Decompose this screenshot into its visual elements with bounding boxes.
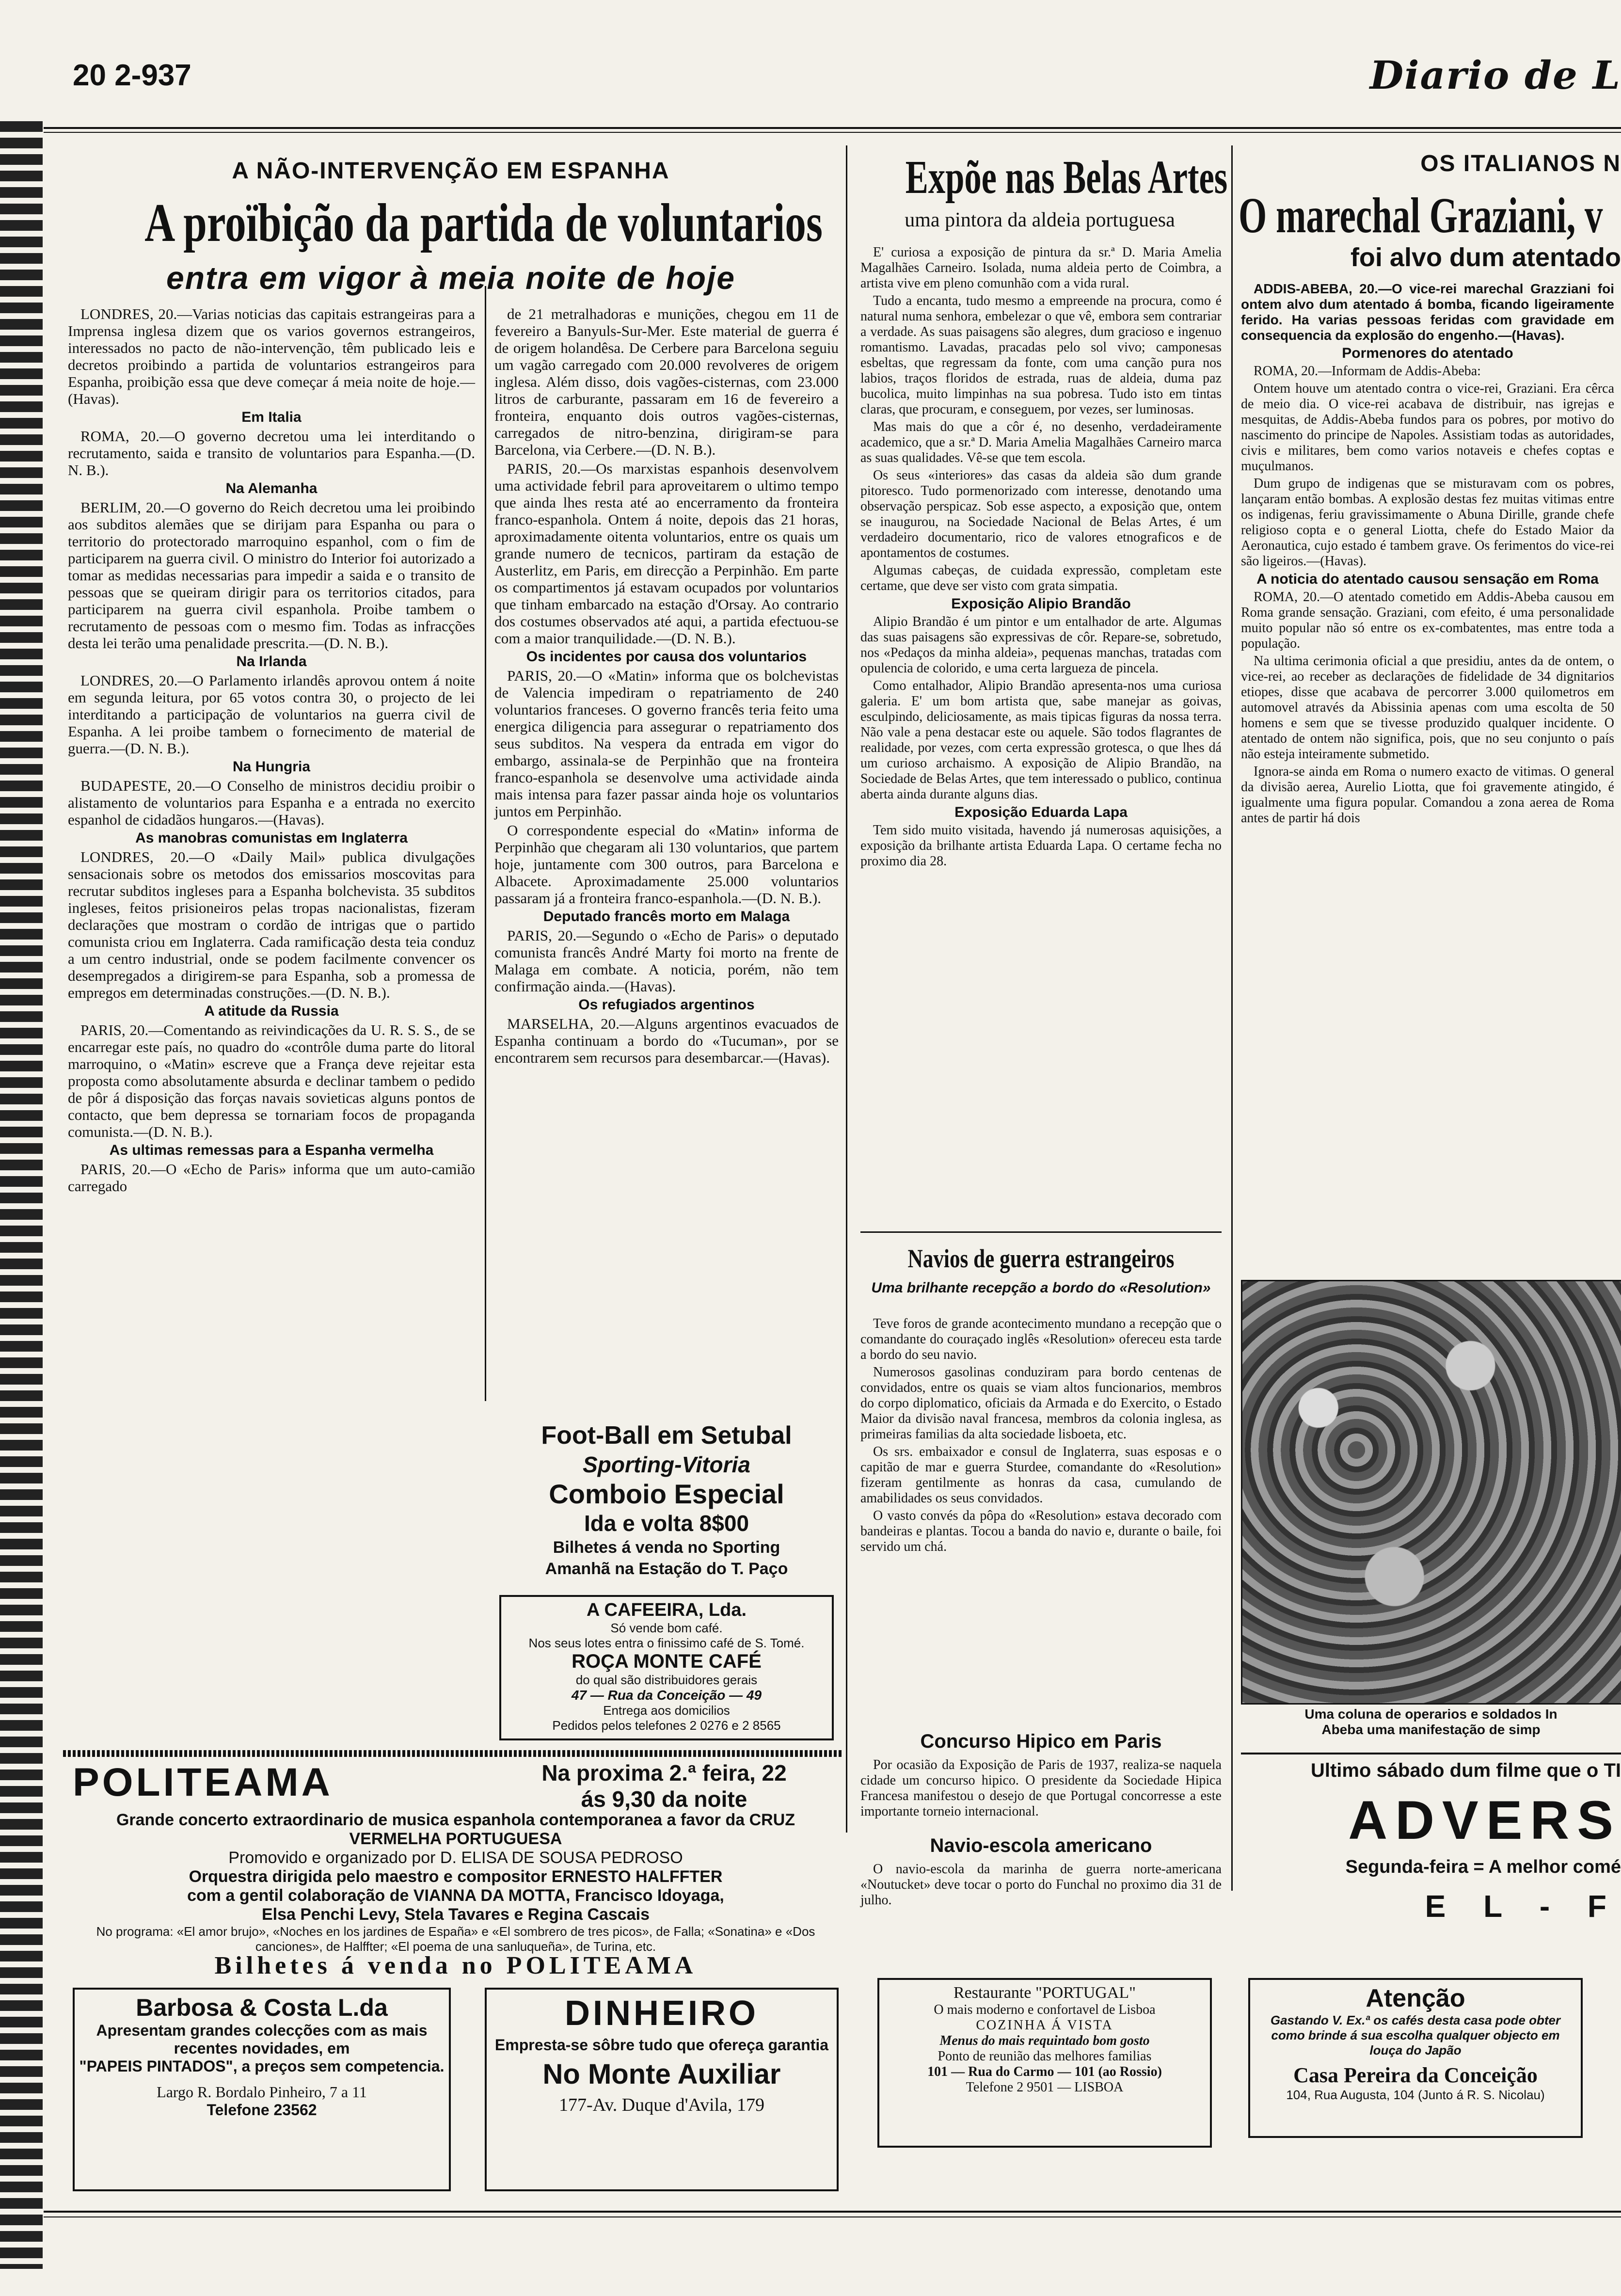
restaurante-line: Menus do mais requintado bom gosto bbox=[939, 2033, 1150, 2048]
paragraph: Alipio Brandão é um pintor e um entalhador de arte. Algumas das suas paisagens são expressivas de côr. Repare-se, sobretudo, nos «Pedaços da minha aldeia», pequenas manchas, tratadas com opulencia de colorido, e uma certa largueza de pincela. bbox=[860, 614, 1222, 676]
navio-escola-headline: Navio-escola americano bbox=[930, 1835, 1152, 1856]
politeama-line: Promovido e organizado por D. ELISA DE SOUSA PEDROSO bbox=[228, 1849, 683, 1867]
subhead: As manobras comunistas em Inglaterra bbox=[135, 830, 408, 846]
paragraph: Mas mais do que a côr é, no desenho, verdadeiramente academico, que a sr.ª D. Maria Amelia Magalhães Carneiro marca as suas qualidades. Vê-se que tem escola. bbox=[860, 419, 1222, 465]
dinheiro-title: DINHEIRO bbox=[564, 1994, 759, 2033]
politeama-when1: Na proxima 2.ª feira, 22 bbox=[541, 1760, 787, 1786]
subhead: Os refugiados argentinos bbox=[578, 997, 755, 1013]
subhead: A noticia do atentado causou sensação em Roma bbox=[1256, 571, 1599, 587]
caption-line: Uma coluna de operarios e soldados In bbox=[1304, 1706, 1557, 1722]
paragraph: ROMA, 20.—O governo decretou uma lei interditando o recrutamento, saida e transito de voluntarios para Espanha.—(D. N. B.). bbox=[68, 428, 475, 478]
main-kicker: A NÃO-INTERVENÇÃO EM ESPANHA bbox=[232, 158, 670, 184]
paragraph: E' curiosa a exposição de pintura da sr.ª D. Maria Amelia Magalhães Carneiro. Isolada, numa aldeia perto de Coimbra, a artista vive em pleno comunhão com a vida rural. bbox=[860, 245, 1222, 291]
paragraph: Teve foros de grande acontecimento mundano a recepção que o comandante do couraçado inglês «Resolution» ofereceu esta tarde a bordo do seu navio. bbox=[860, 1316, 1222, 1362]
subhead: Exposição Eduarda Lapa bbox=[954, 804, 1128, 820]
paragraph: Tem sido muito visitada, havendo já numerosas aquisições, a exposição da brilhante artista Eduarda Lapa. O certame fecha no proximo dia 28. bbox=[860, 823, 1222, 869]
paragraph: Dum grupo de indigenas que se misturavam com os pobres, lançaram então bombas. A explosão destas fez muitas vitimas entre os indigenas, feriu gravissimamente o Abuna Dirille, grande chefe religioso copta e o general Liotta, chefe do Estado Maior da Aeronautica, cujo estado é tambem grave. Os ferimentos do vice-rei são ligeiros.—(Havas). bbox=[1241, 476, 1614, 569]
paragraph: Ontem houve um atentado contra o vice-rei, Graziani. Era cêrca de meio dia. O vice-rei acabava de distribuir, nas igrejas e mesquitas, de Addis-Abeba fundos para os pobres, por motivo do nascimento do principe de Napoles. Assistiam todas as autoridades, civis e militares, bem como varios notaveis e chefes coptas e muçulmanos. bbox=[1241, 381, 1614, 474]
masthead: Diario de L bbox=[1369, 52, 1621, 98]
politeama-line: com a gentil colaboração de VIANNA DA MOTTA, Francisco Idoyaga, bbox=[187, 1886, 724, 1905]
politeama-top-rule bbox=[63, 1750, 843, 1757]
dinheiro-line: Empresta-se sôbre tudo que ofereça garantia bbox=[494, 2036, 829, 2054]
paragraph: Numerosos gasolinas conduziram para bordo centenas de convidados, entre os quais se viam altos funcionarios, membros do corpo diplomatico, oficiais da Armada e do Exercito, o Estado Maior da divisão naval francesa, membros da colonia inglesa, as primeiras familias da alta sociedade lisboeta, etc. bbox=[860, 1365, 1222, 1442]
paragraph: PARIS, 20.—Segundo o «Echo de Paris» o deputado comunista francês André Marty foi morto na frente de Malaga em combate. A noticia, porém, não tem confirmação ainda.—(Havas). bbox=[494, 927, 839, 995]
politeama-when2: ás 9,30 da noite bbox=[581, 1786, 747, 1812]
football-station: Amanhã na Estação do T. Paço bbox=[545, 1560, 788, 1578]
italy-kicker: OS ITALIANOS N bbox=[1420, 151, 1621, 176]
cafe-line: Nos seus lotes entra o finissimo café de S. Tomé. bbox=[528, 1636, 805, 1650]
main-headline: A proïbição da partida de voluntarios bbox=[144, 193, 823, 253]
paragraph-lead: ADDIS-ABEBA, 20.—O vice-rei marechal Grazziani foi ontem alvo dum atentado á bomba, ficando ligeiramente ferido. Ha varias pessoas feridas com gravidade em consequencia da explosão do engenho.—(Havas). bbox=[1241, 281, 1614, 343]
cafe-line: Entrega aos domicilios bbox=[603, 1703, 730, 1718]
main-col-2 bbox=[494, 305, 839, 1068]
politeama-when bbox=[494, 1760, 834, 1812]
restaurante-line: COZINHA Á VISTA bbox=[976, 2018, 1113, 2033]
football-tickets: Bilhetes á venda no Sporting bbox=[553, 1538, 780, 1557]
subhead: Na Hungria bbox=[232, 759, 311, 775]
news-photo bbox=[1241, 1280, 1621, 1705]
subhead: Exposição Alipio Brandão bbox=[951, 596, 1131, 612]
dinheiro-address: 177-Av. Duque d'Avila, 179 bbox=[558, 2095, 765, 2115]
politeama-line: Elsa Penchi Levy, Stela Tavares e Regina Cascais bbox=[261, 1905, 650, 1924]
column-rule bbox=[485, 286, 486, 1401]
restaurante-line: O mais moderno e confortavel de Lisboa bbox=[934, 2002, 1156, 2017]
restaurante-address: 101 — Rua do Carmo — 101 (ao Rossio) bbox=[927, 2064, 1162, 2079]
subhead: Deputado francês morto em Malaga bbox=[543, 909, 790, 925]
atencao-ad bbox=[1248, 1978, 1583, 2138]
paragraph: PARIS, 20.—Comentando as reivindicações da U. R. S. S., de se encarregar este país, no quadro do «contrôle duma parte do litoral marroquino, o «Matin» escreve que a França deve rejeitar esta proposta como absolutamente absurda e declinar tambem o pedido de pôr á disposição das forças navais sovieticas alguns pontos de contacto, que bem depressa se tornariam focos de propaganda comunista.—(D. N. B.). bbox=[68, 1021, 475, 1140]
main-deck: entra em vigor à meia noite de hoje bbox=[166, 260, 735, 296]
restaurante-name: Restaurante "PORTUGAL" bbox=[953, 1984, 1136, 2002]
film-line1: Ultimo sábado dum filme que o TI bbox=[1310, 1760, 1621, 1781]
paragraph: ROMA, 20.—Informam de Addis-Abeba: bbox=[1254, 364, 1481, 379]
film-line3: E L - F bbox=[1425, 1889, 1621, 1924]
header-rule bbox=[44, 127, 1621, 129]
atencao-address: 104, Rua Augusta, 104 (Junto á R. S. Nicolau) bbox=[1286, 2088, 1545, 2102]
film-title: ADVERS bbox=[1348, 1790, 1621, 1850]
politeama-body bbox=[68, 1811, 843, 1954]
photo-caption bbox=[1241, 1706, 1621, 1738]
column-rule bbox=[1231, 145, 1233, 1891]
paragraph: ROMA, 20.—O atentado cometido em Addis-Abeba causou em Roma grande sensação. Graziani, com efeito, é uma personalidade muito popular não só entre os ex-combatentes, mas entre toda a população. bbox=[1241, 590, 1614, 651]
restaurante-ad bbox=[877, 1978, 1212, 2148]
paragraph: LONDRES, 20.—Varias noticias das capitais estrangeiras para a Imprensa inglesa dizem que os varios governos estrangeiros, interessados no pacto de não-intervenção, têm publicado leis e decretos proibindo a partida de voluntarios estrangeiros para Espanha, proibição essa que deve começar á meia noite de hoje.—(Havas). bbox=[68, 305, 475, 407]
restaurante-tel: Telefone 2 9501 — LISBOA bbox=[966, 2080, 1124, 2095]
paragraph: BUDAPESTE, 20.—O Conselho de ministros decidiu proibir o alistamento de voluntarios para Espanha e a entrada no exercito espanhol de cidadãos hungaros.—(Havas). bbox=[68, 777, 475, 828]
cafe-address: 47 — Rua da Conceição — 49 bbox=[571, 1688, 762, 1703]
barbosa-name: Barbosa & Costa L.da bbox=[136, 1994, 388, 2021]
paragraph: LONDRES, 20.—O Parlamento irlandês aprovou ontem á noite em segunda leitura, por 65 votos contra 30, o projecto de lei interditando a participação de voluntarios na guerra civil de Espanha. A lei proibe tambem o fornecimento de material de guerra.—(D. N. B.). bbox=[68, 672, 475, 757]
cafe-ad bbox=[499, 1595, 834, 1740]
football-price: Ida e volta 8$00 bbox=[584, 1511, 749, 1536]
paragraph: PARIS, 20.—O «Matin» informa que os bolchevistas de Valencia impediram o repatriamento de 240 voluntarios franceses. O governo francês teria feito uma energica diligencia para assegurar o repatriamento dos seus subditos. Na vespera da entrada em vigor do embargo, assinala-se de Perpinhão que na fronteira franco-espanhola se desenvolve uma actividade ainda mais intensa para fazer passar ainda hoje os voluntarios juntos em Perpinhão. bbox=[494, 667, 839, 820]
paragraph: Os srs. embaixador e consul de Inglaterra, suas esposas e o capitão de mar e guerra Sturdee, comandante do «Resolution» fizeram gentilmente as honras da casa, cumulando de amabilidades os seus convidados. bbox=[860, 1444, 1222, 1506]
atencao-line: Gastando V. Ex.ª os cafés desta casa pode obter como brinde á sua escolha qualquer objecto em louça do Japão bbox=[1270, 2013, 1561, 2057]
film-rule bbox=[1241, 1753, 1621, 1754]
paragraph: Os seus «interiores» das casas da aldeia são dum grande pitoresco. Tudo pormenorizado com interesse, denotando uma observação perspicaz. Sob esse aspecto, a exposição que, ontem se inaugurou, na Sociedade Nacional de Belas Artes, é um verdadeiro documentario, rico de valores etnograficos e de apontamentos de costumes. bbox=[860, 468, 1222, 560]
footer-rule bbox=[44, 2211, 1621, 2213]
atencao-name: Casa Pereira da Conceição bbox=[1293, 2063, 1538, 2087]
cafe-brand: ROÇA MONTE CAFÉ bbox=[572, 1651, 762, 1672]
italy-body bbox=[1241, 281, 1614, 828]
paragraph: BERLIM, 20.—O governo do Reich decretou uma lei proibindo aos subditos alemães que se dirijam para Espanha ou para o territorio do protectorado marroquino espanhol, com o fim de participarem na guerra civil. O ministro do Interior foi autorizado a tomar as medidas necessarias para impedir a saida e o transito de pessoas que se queiram dirigir para os territorios citados, para participarem na guerra civil espanhola. Proibe tambem o recrutamento de pessoas com o mesmo fim. Todas as infracções desta lei terão uma penalidade prescrita.—(D. N. B.). bbox=[68, 499, 475, 652]
italy-headline: O marechal Graziani, v bbox=[1239, 188, 1603, 243]
navios-body bbox=[860, 1316, 1222, 1557]
paragraph: LONDRES, 20.—O «Daily Mail» publica divulgações sensacionais sobre os metodos dos emissarios moscovitas para recrutar subditos ingleses para a Espanha bolchevista. 35 subditos ingleses, feitos prisioneiros pelas tropas nacionalistas, fizeram declarações que mostram o cordão de intrigas que o partido comunista criou em Inglaterra. Cada ramificação desta teia conduz a um centro industrial, onde se podem facilmente convencer os desempregados a dirigirem-se para Espanha, sob a promessa de empregos em determinadas construções.—(D. N. B.). bbox=[68, 848, 475, 1001]
paragraph: Como entalhador, Alipio Brandão apresenta-nos uma curiosa galeria. E' um bom artista que, sabe manejar as goivas, esculpindo, deliciosamente, as mais tipicas figuras da nossa terra. Não vale a pena destacar este ou aquele. São todos flagrantes de realidade, por vezes, com certa expressão grotesca, o que lhes dá um curioso archaismo. A exposição de Alipio Brandão, na Sociedade de Belas Artes, que tem interessado o publico, continua aberta ainda durante alguns dias. bbox=[860, 678, 1222, 802]
caption-line: Abeba uma manifestação de simp bbox=[1321, 1722, 1541, 1737]
subhead: Pormenores do atentado bbox=[1342, 345, 1513, 361]
paragraph: O correspondente especial do «Matin» informa de Perpinhão que chegaram ali 130 voluntarios, que partem hoje, juntamente com 300 outros, para Barcelona e Albacete. Aproximadamente 25.000 voluntarios passaram já a fronteira franco-espanhola.—(D. N. B.). bbox=[494, 822, 839, 907]
cafe-phones: Pedidos pelos telefones 2 0276 e 2 8565 bbox=[552, 1718, 781, 1733]
paragraph: PARIS, 20.—O «Echo de Paris» informa que um auto-camião carregado bbox=[68, 1161, 475, 1195]
header-rule-thin bbox=[44, 132, 1621, 133]
dinheiro-name: No Monte Auxiliar bbox=[542, 2058, 781, 2090]
barbosa-tel: Telefone 23562 bbox=[207, 2101, 317, 2119]
politeama-line: No programa: «El amor brujo», «Noches en los jardines de España» e «El sombrero de tres picos», de Falla; «Sonatina» e «Dos canciones», de Halffter; «El poema de una sanluqueña», de Turina, etc. bbox=[96, 1924, 815, 1954]
paragraph: O vasto convés da pôpa do «Resolution» estava decorado com bandeiras e plantas. Tocou a banda do navio e, durante o baile, foi servido um chá. bbox=[860, 1508, 1222, 1554]
football-train: Comboio Especial bbox=[549, 1479, 784, 1509]
film-line2: Segunda-feira = A melhor comé bbox=[1345, 1857, 1621, 1877]
hipico-headline: Concurso Hipico em Paris bbox=[920, 1731, 1162, 1752]
binding-gutter bbox=[0, 121, 43, 2269]
italy-deck: foi alvo dum atentado bbox=[1350, 243, 1621, 272]
paragraph: O navio-escola da marinha de guerra norte-americana «Noutucket» deve tocar o porto do Funchal no proximo dia 31 de julho. bbox=[860, 1862, 1222, 1908]
hipico-body bbox=[860, 1757, 1222, 1821]
subhead: Os incidentes por causa dos voluntarios bbox=[526, 649, 807, 665]
subhead: As ultimas remessas para a Espanha vermelha bbox=[109, 1142, 434, 1158]
subhead: Na Irlanda bbox=[236, 654, 307, 670]
restaurante-line: Ponto de reunião das melhores familias bbox=[938, 2049, 1152, 2064]
atencao-title: Atenção bbox=[1366, 1984, 1465, 2012]
cafe-name: A CAFEEIRA, Lda. bbox=[586, 1600, 747, 1620]
politeama-line: Orquestra dirigida pelo maestro e compositor ERNESTO HALFFTER bbox=[189, 1867, 723, 1886]
subhead: Em Italia bbox=[241, 409, 302, 425]
politeama-name: POLITEAMA bbox=[73, 1760, 333, 1804]
arts-body bbox=[860, 245, 1222, 871]
paragraph: MARSELHA, 20.—Alguns argentinos evacuados de Espanha continuam a bordo do «Tucuman», por se encontrarem sem recursos para desembarcar.—(Havas). bbox=[494, 1015, 839, 1066]
page-date: 20 2-937 bbox=[73, 59, 191, 92]
navios-deck: Uma brilhante recepção a bordo do «Resolution» bbox=[871, 1280, 1211, 1296]
barbosa-line: "PAPEIS PINTADOS", a preços sem competencia. bbox=[79, 2057, 445, 2075]
barbosa-ad bbox=[73, 1988, 451, 2191]
paragraph: de 21 metralhadoras e munições, chegou em 11 de fevereiro a Banyuls-Sur-Mer. Este material de guerra é de origem holandêsa. De Cerbere para Barcelona seguiu um vagão carregado com 20.000 revolveres de origem inglesa. Além disso, dois vagões-cisternas, com 23.000 litros de carburante, passaram em 16 de fevereiro a fronteira, enquanto dois outros vagões-cisternas, carregados de nitro-benzina, dirigiram-se para Barcelona, via Cerbere.—(D. N. B.). bbox=[494, 305, 839, 458]
paragraph: Algumas cabeças, de cuidada expressão, completam este certame, que deve ser visto com grata simpatia. bbox=[860, 563, 1222, 593]
main-col-1 bbox=[68, 305, 475, 1196]
column-rule bbox=[846, 145, 847, 1833]
navios-headline: Navios de guerra estrangeiros bbox=[907, 1244, 1175, 1273]
football-title: Foot-Ball em Setubal bbox=[541, 1421, 792, 1450]
navio-escola-body bbox=[860, 1862, 1222, 1910]
arts-headline: Expõe nas Belas Artes bbox=[905, 151, 1228, 204]
paragraph: Por ocasião da Exposição de Paris de 1937, realiza-se naquela cidade um concurso hipico. O presidente da Sociedade Hipica Francesa manifestou o desejo de que Portugal concorresse a este importante torneio internacional. bbox=[860, 1757, 1222, 1819]
cafe-line: do qual são distribuidores gerais bbox=[575, 1673, 758, 1687]
arts-deck: uma pintora da aldeia portuguesa bbox=[905, 209, 1175, 231]
subhead: Na Alemanha bbox=[225, 480, 318, 496]
barbosa-line: Apresentam grandes colecções com as mais recentes novidades, em bbox=[96, 2022, 428, 2057]
paragraph: Ignora-se ainda em Roma o numero exacto de vitimas. O general da divisão aerea, Aurelio Liotta, que foi gravemente atingido, é igualmente uma figura popular. Comandou a zona aerea de Roma antes de partir há dois bbox=[1241, 764, 1614, 826]
navios-rule bbox=[860, 1231, 1222, 1233]
barbosa-address: Largo R. Bordalo Pinheiro, 7 a 11 bbox=[157, 2083, 367, 2101]
politeama-line: Grande concerto extraordinario de musica espanhola contemporanea a favor da CRUZ VERMELHA PORTUGUESA bbox=[116, 1811, 795, 1848]
football-teams: Sporting-Vitoria bbox=[583, 1452, 750, 1477]
football-ad bbox=[494, 1420, 839, 1579]
paragraph: Tudo a encanta, tudo mesmo a empreende na procura, como é natural numa senhora, embelezar o que vê, embora sem contrariar a verdade. As suas paisagens são alegres, dum gracioso e ingenuo romantismo. Lavadas, pracadas pelo sol vivo; camponesas esbeltas, que regressam da fonte, com uma canção pura nos labios, traços floridos de estrada, ruas de aldeia, duma paz bucolica, muito limpinhas na sua pobresa. Tudo isto em tintas claras, que procuram, e conseguem, por vezes, ser luminosas. bbox=[860, 293, 1222, 417]
paragraph: PARIS, 20.—Os marxistas espanhois desenvolvem uma actividade febril para aproveitarem o ultimo tempo que ainda lhes resta até ao encerramento da fronteira franco-espanhola. Ontem á noite, depois das 21 horas, aproximadamente oitenta voluntarios, entre os quais um grande numero de tecnicos, partiram da estação de Austerlitz, em Paris, em direcção a Perpinhão. Em parte os compartimentos já estavam ocupados por voluntarios que tinham embarcado na estação d'Orsay. Ao contrario dos costumes observados até aqui, a partida efectuou-se com a maior tranquilidade.—(D. N. B.). bbox=[494, 460, 839, 647]
politeama-tickets: Bilhetes á venda no POLITEAMA bbox=[214, 1952, 697, 1979]
cafe-line: Só vende bom café. bbox=[610, 1621, 723, 1635]
footer-rule-thin bbox=[44, 2216, 1621, 2217]
dinheiro-ad bbox=[485, 1988, 839, 2191]
paragraph: Na ultima cerimonia oficial a que presidiu, antes da de ontem, o vice-rei, ao receber as declarações de fidelidade de 34 dignitarios etiopes, disse que acabava de percorrer 3.000 quilometros em automovel através da Abissinia apenas com uma escolta de 50 homens e sem que se tivesse produzido qualquer incidente. O atentado de ontem não significa, pois, que no seu conjunto o país não esteja inteiramente submetido. bbox=[1241, 654, 1614, 762]
subhead: A atitude da Russia bbox=[204, 1003, 339, 1019]
